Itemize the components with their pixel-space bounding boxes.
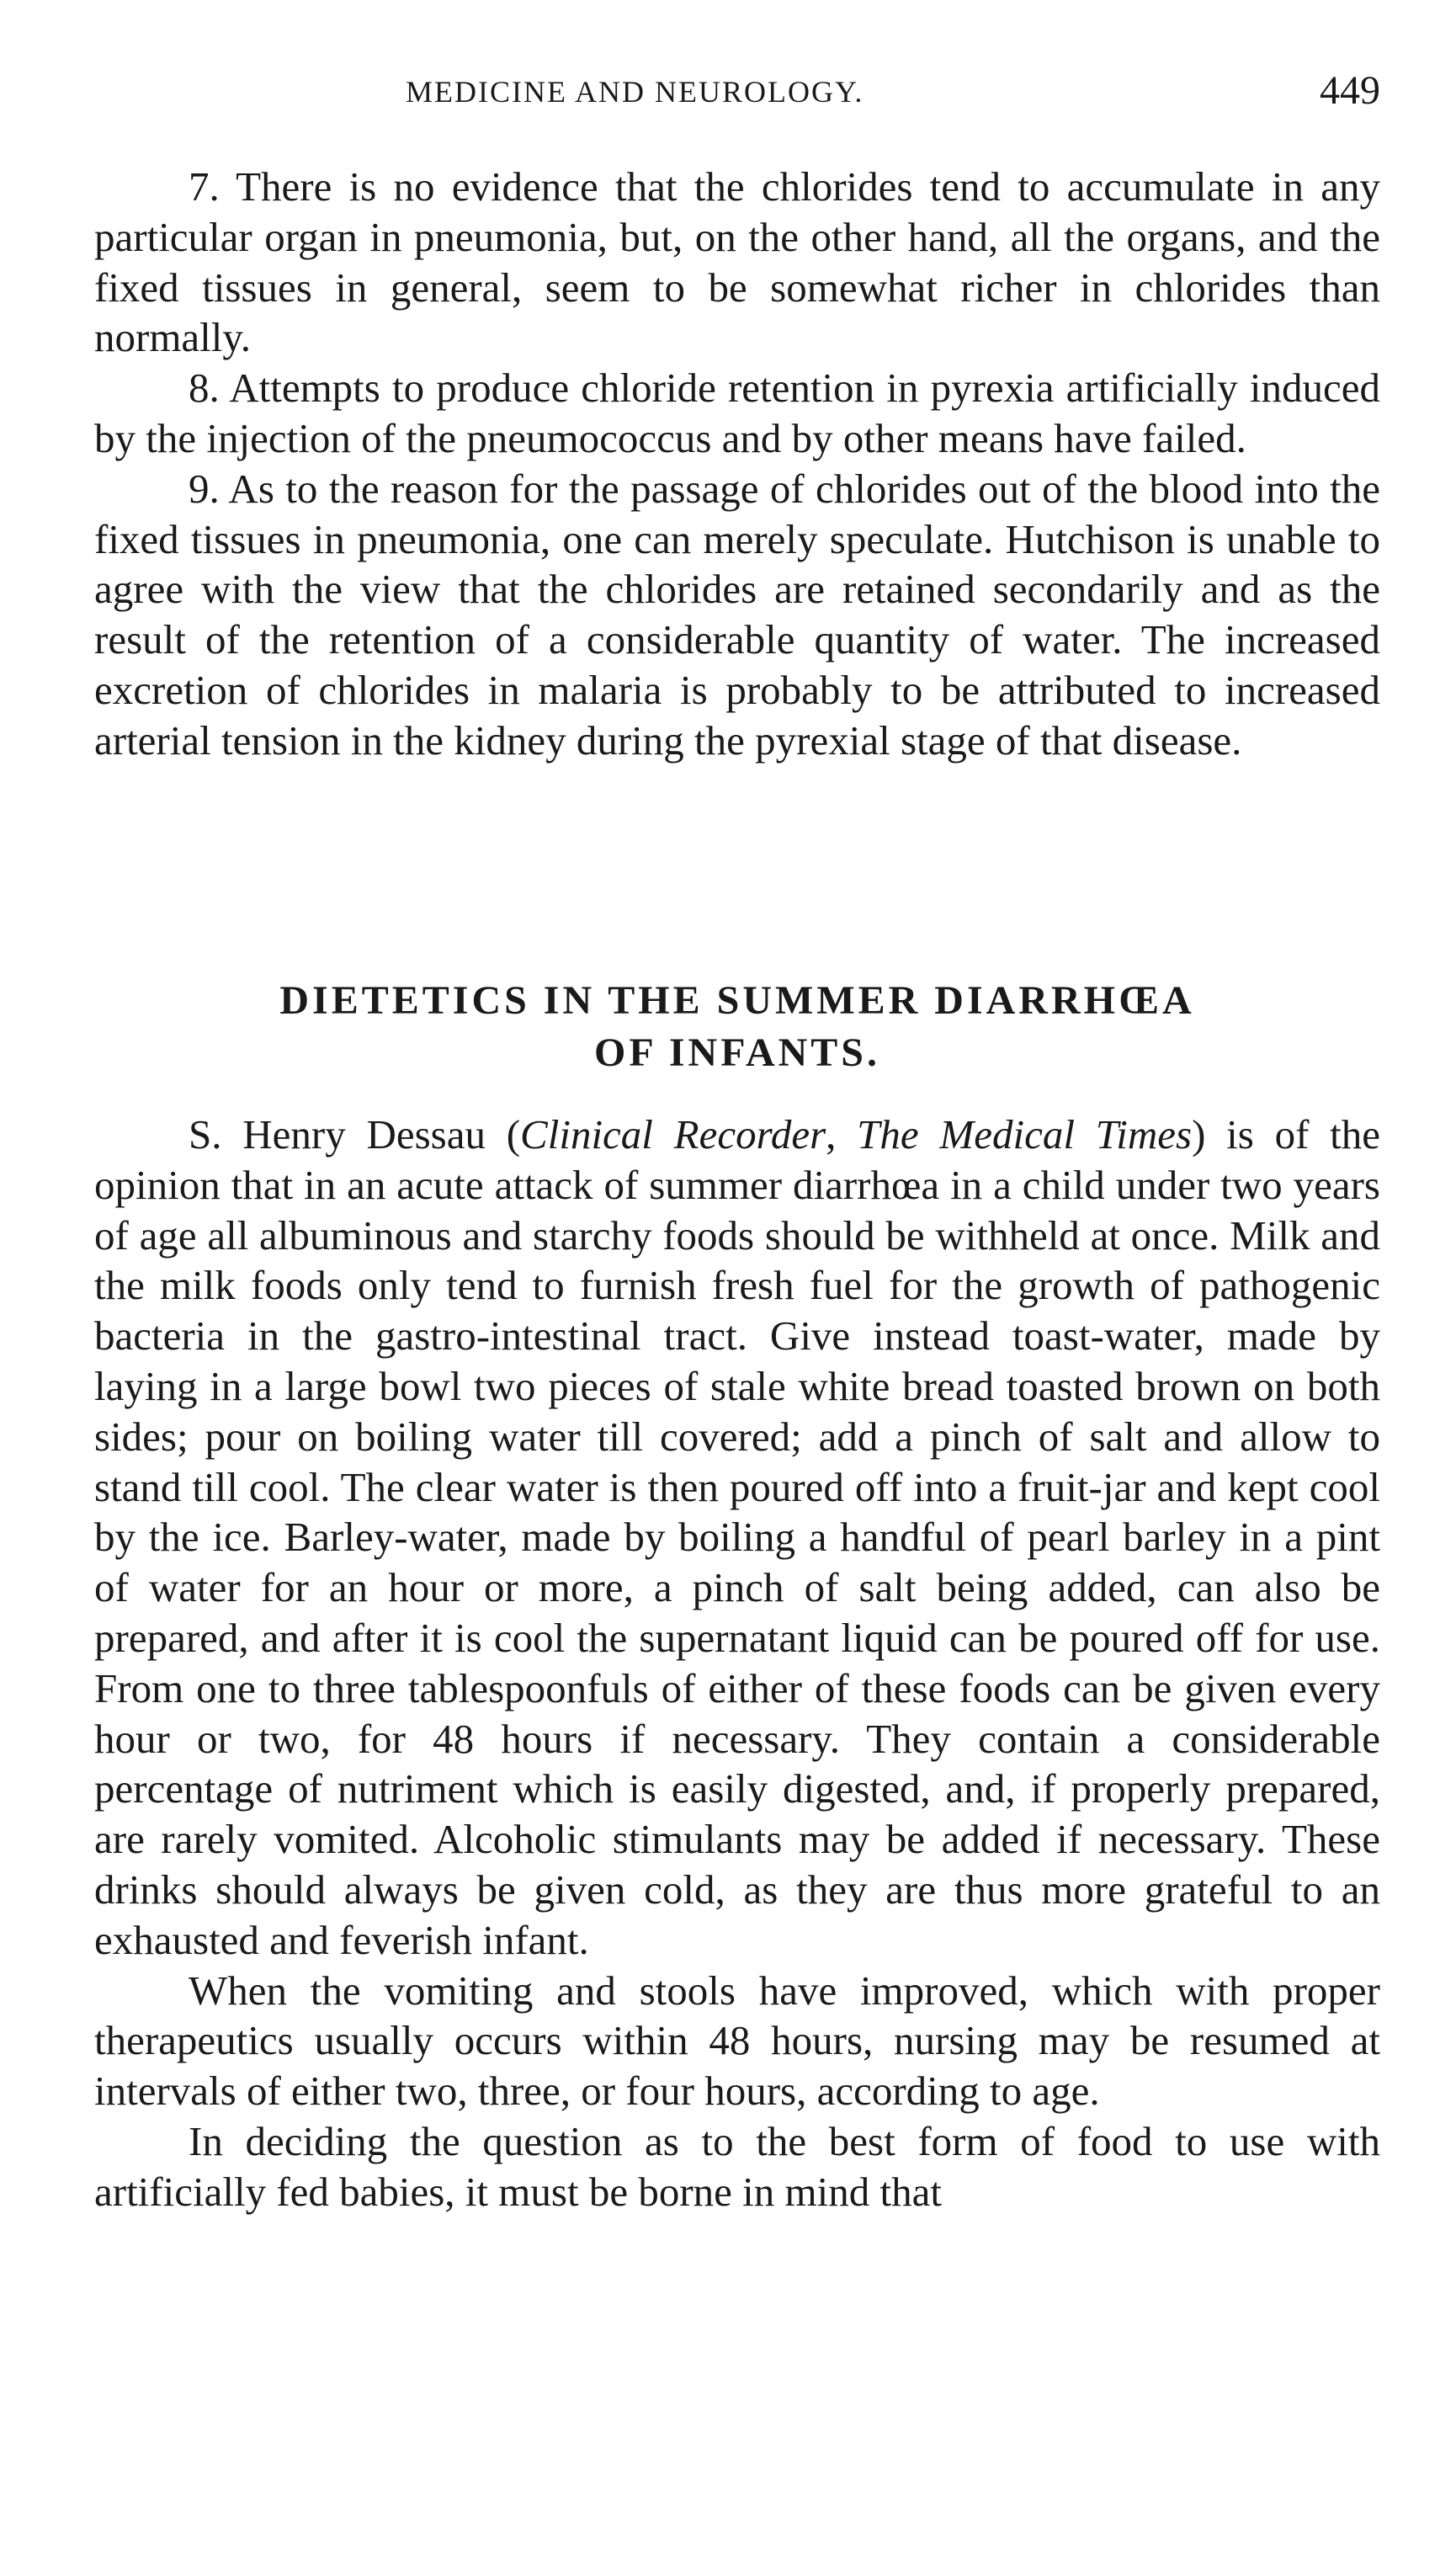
article-heading-line-2: OF INFANTS. xyxy=(593,1030,880,1075)
running-title: MEDICINE AND NEUROLOGY. xyxy=(406,75,864,109)
paragraph-point-8: 8. Attempts to produce chloride retention in pyrexia artificially induced by the injection of the pneumococcus and by other means have failed. xyxy=(94,365,1380,461)
paragraph-point-7: 7. There is no evidence that the chlorides tend to accumulate in any particular organ in pneumonia, but, on the other hand, all the organs, and the fixed tissues in general, seem to be somewhat richer in chlorides than normally. xyxy=(94,163,1380,361)
paragraph-1-body: ) is of the opinion that in an acute attack of summer diarrhœa in a child under two years of age all albuminous and starchy foods should be withheld at once. Milk and the milk foods only tend to furnish fresh fuel for the growth of pathogenic bacteria in the gastro-intestinal tract. Give instead toast-water, made by laying in a large bowl two pieces of stale white bread toasted brown on both sides; pour on boiling water till covered; add a pinch of salt and allow to stand till cool. The clear water is then poured off into a fruit-jar and kept cool by the ice. Barley-water, made by boiling a handful of pearl barley in a pint of water for an hour or more, a pinch of salt being added, can also be prepared, and after it is cool the supernatant liquid can be poured off for use. From one to three tablespoonfuls of either of these foods can be given every hour or two, for 48 hours if necessary. They contain a considerable percentage of nutriment which is easily digested, and, if properly prepared, are rarely vomited. Alcoholic stimulants may be added if necessary. These drinks should always be given cold, as they are thus more grateful to an exhausted and feverish infant. xyxy=(94,1111,1380,1963)
article-heading xyxy=(94,975,1380,1079)
author-citation: S. Henry Dessau ( xyxy=(189,1111,521,1158)
source-separator: , xyxy=(826,1111,858,1158)
source-title-clinical-recorder: Clinical Recorder xyxy=(520,1111,826,1158)
page-number: 449 xyxy=(1320,68,1380,113)
article-paragraph-3: In deciding the question as to the best form of food to use with artificially fed babies, it must be borne in mind that xyxy=(94,2117,1380,2215)
article-paragraph-1 xyxy=(94,1110,1380,1966)
article-body xyxy=(94,1110,1380,2217)
running-head xyxy=(94,68,1380,125)
previous-section-text xyxy=(94,162,1380,766)
paragraph-point-9: 9. As to the reason for the passage of chlorides out of the blood into the fixed tissues in pneumonia, one can merely speculate. Hutchison is unable to agree with the view that the chlorides are retained secondarily and as the result of the retention of a considerable quantity of water. The increased excretion of chlorides in malaria is probably to be attributed to increased arterial tension in the kidney during the pyrexial stage of that disease. xyxy=(94,465,1380,764)
article-paragraph-2: When the vomiting and stools have improved, which with proper therapeutics usually occurs within 48 hours, nursing may be resumed at intervals of either two, three, or four hours, according to age. xyxy=(94,1967,1380,2115)
article-heading-line-1: DIETETICS IN THE SUMMER DIARRHŒA xyxy=(279,978,1195,1023)
source-title-medical-times: The Medical Times xyxy=(857,1111,1193,1158)
